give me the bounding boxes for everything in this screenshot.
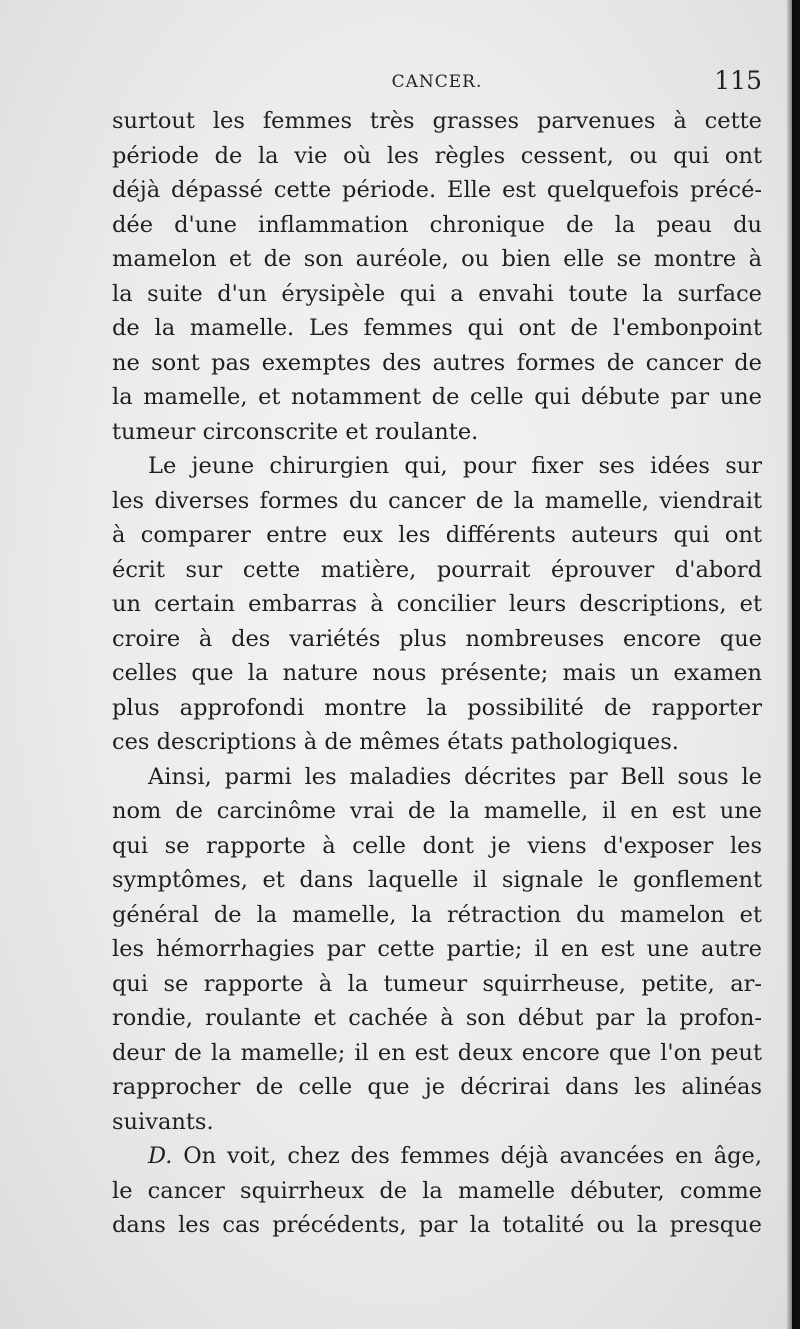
- paragraph-2: [112, 449, 762, 760]
- paragraph-1: [112, 104, 762, 449]
- text-line: Ainsi, parmi les maladies décrites par Bell sous le: [148, 763, 762, 790]
- text-line: suivants.: [112, 1108, 214, 1135]
- text-line: la suite d'un érysipèle qui a envahi toute la surface: [112, 280, 762, 307]
- text-line: dans les cas précédents, par la totalité ou la presque: [112, 1212, 762, 1238]
- running-head-title: CANCER.: [391, 72, 483, 92]
- text-line: les hémorrhagies par cette partie; il en est une autre: [112, 936, 762, 962]
- text-line: écrit sur cette matière, pourrait éprouver d'abord: [112, 556, 762, 583]
- text-line: Le jeune chirurgien qui, pour fixer ses idées sur: [148, 453, 762, 479]
- text-line: deur de la mamelle; il en est deux encore que l'on peut: [112, 1039, 762, 1066]
- text-line: tumeur circonscrite et roulante.: [112, 418, 479, 445]
- text-line: la mamelle, et notamment de celle qui débute par une: [112, 384, 762, 410]
- text-line: plus approfondi montre la possibilité de rapporter: [112, 694, 762, 721]
- text-line: rondie, roulante et cachée à son début par la profon-: [112, 1005, 762, 1031]
- text-line: mamelon et de son auréole, ou bien elle se montre à: [112, 246, 762, 272]
- text-line: dée d'une inflammation chronique de la peau du: [112, 211, 762, 238]
- text-span: On voit, chez des femmes déjà avancées en âge,: [172, 1143, 762, 1169]
- text-line: croire à des variétés plus nombreuses encore que: [112, 625, 762, 652]
- text-line: le cancer squirrheux de la mamelle débuter, comme: [112, 1177, 762, 1204]
- text-line: [112, 1139, 762, 1174]
- text-line: à comparer entre eux les différents auteurs qui ont: [112, 522, 762, 548]
- page-number: 115: [714, 66, 762, 95]
- text-line: ces descriptions à de mêmes états pathologiques.: [112, 729, 679, 755]
- page-edge-shadow: [786, 0, 800, 1329]
- text-line: un certain embarras à concilier leurs descriptions, et: [112, 591, 762, 617]
- text-line: général de la mamelle, la rétraction du mamelon et: [112, 901, 762, 928]
- running-head: [112, 66, 762, 100]
- text-line: les diverses formes du cancer de la mamelle, viendrait: [112, 487, 762, 514]
- text-line: qui se rapporte à celle dont je viens d'exposer les: [112, 832, 762, 859]
- body-text: [112, 104, 762, 1243]
- paragraph-4: [112, 1139, 762, 1243]
- text-line: symptômes, et dans laquelle il signale le gonflement: [112, 867, 762, 893]
- text-line: rapprocher de celle que je décrirai dans les alinéas: [112, 1074, 762, 1100]
- text-line: surtout les femmes très grasses parvenues à cette: [112, 108, 762, 134]
- section-marker: D.: [148, 1143, 173, 1169]
- text-line: ne sont pas exemptes des autres formes de cancer de: [112, 349, 762, 376]
- text-line: qui se rapporte à la tumeur squirrheuse, petite, ar-: [112, 970, 762, 997]
- paragraph-3: [112, 760, 762, 1140]
- text-line: déjà dépassé cette période. Elle est quelquefois précé-: [112, 177, 762, 203]
- text-line: période de la vie où les règles cessent, ou qui ont: [112, 142, 762, 169]
- text-line: de la mamelle. Les femmes qui ont de l'embonpoint: [112, 315, 762, 341]
- text-line: nom de carcinôme vrai de la mamelle, il en est une: [112, 798, 762, 824]
- text-line: celles que la nature nous présente; mais un examen: [112, 660, 762, 686]
